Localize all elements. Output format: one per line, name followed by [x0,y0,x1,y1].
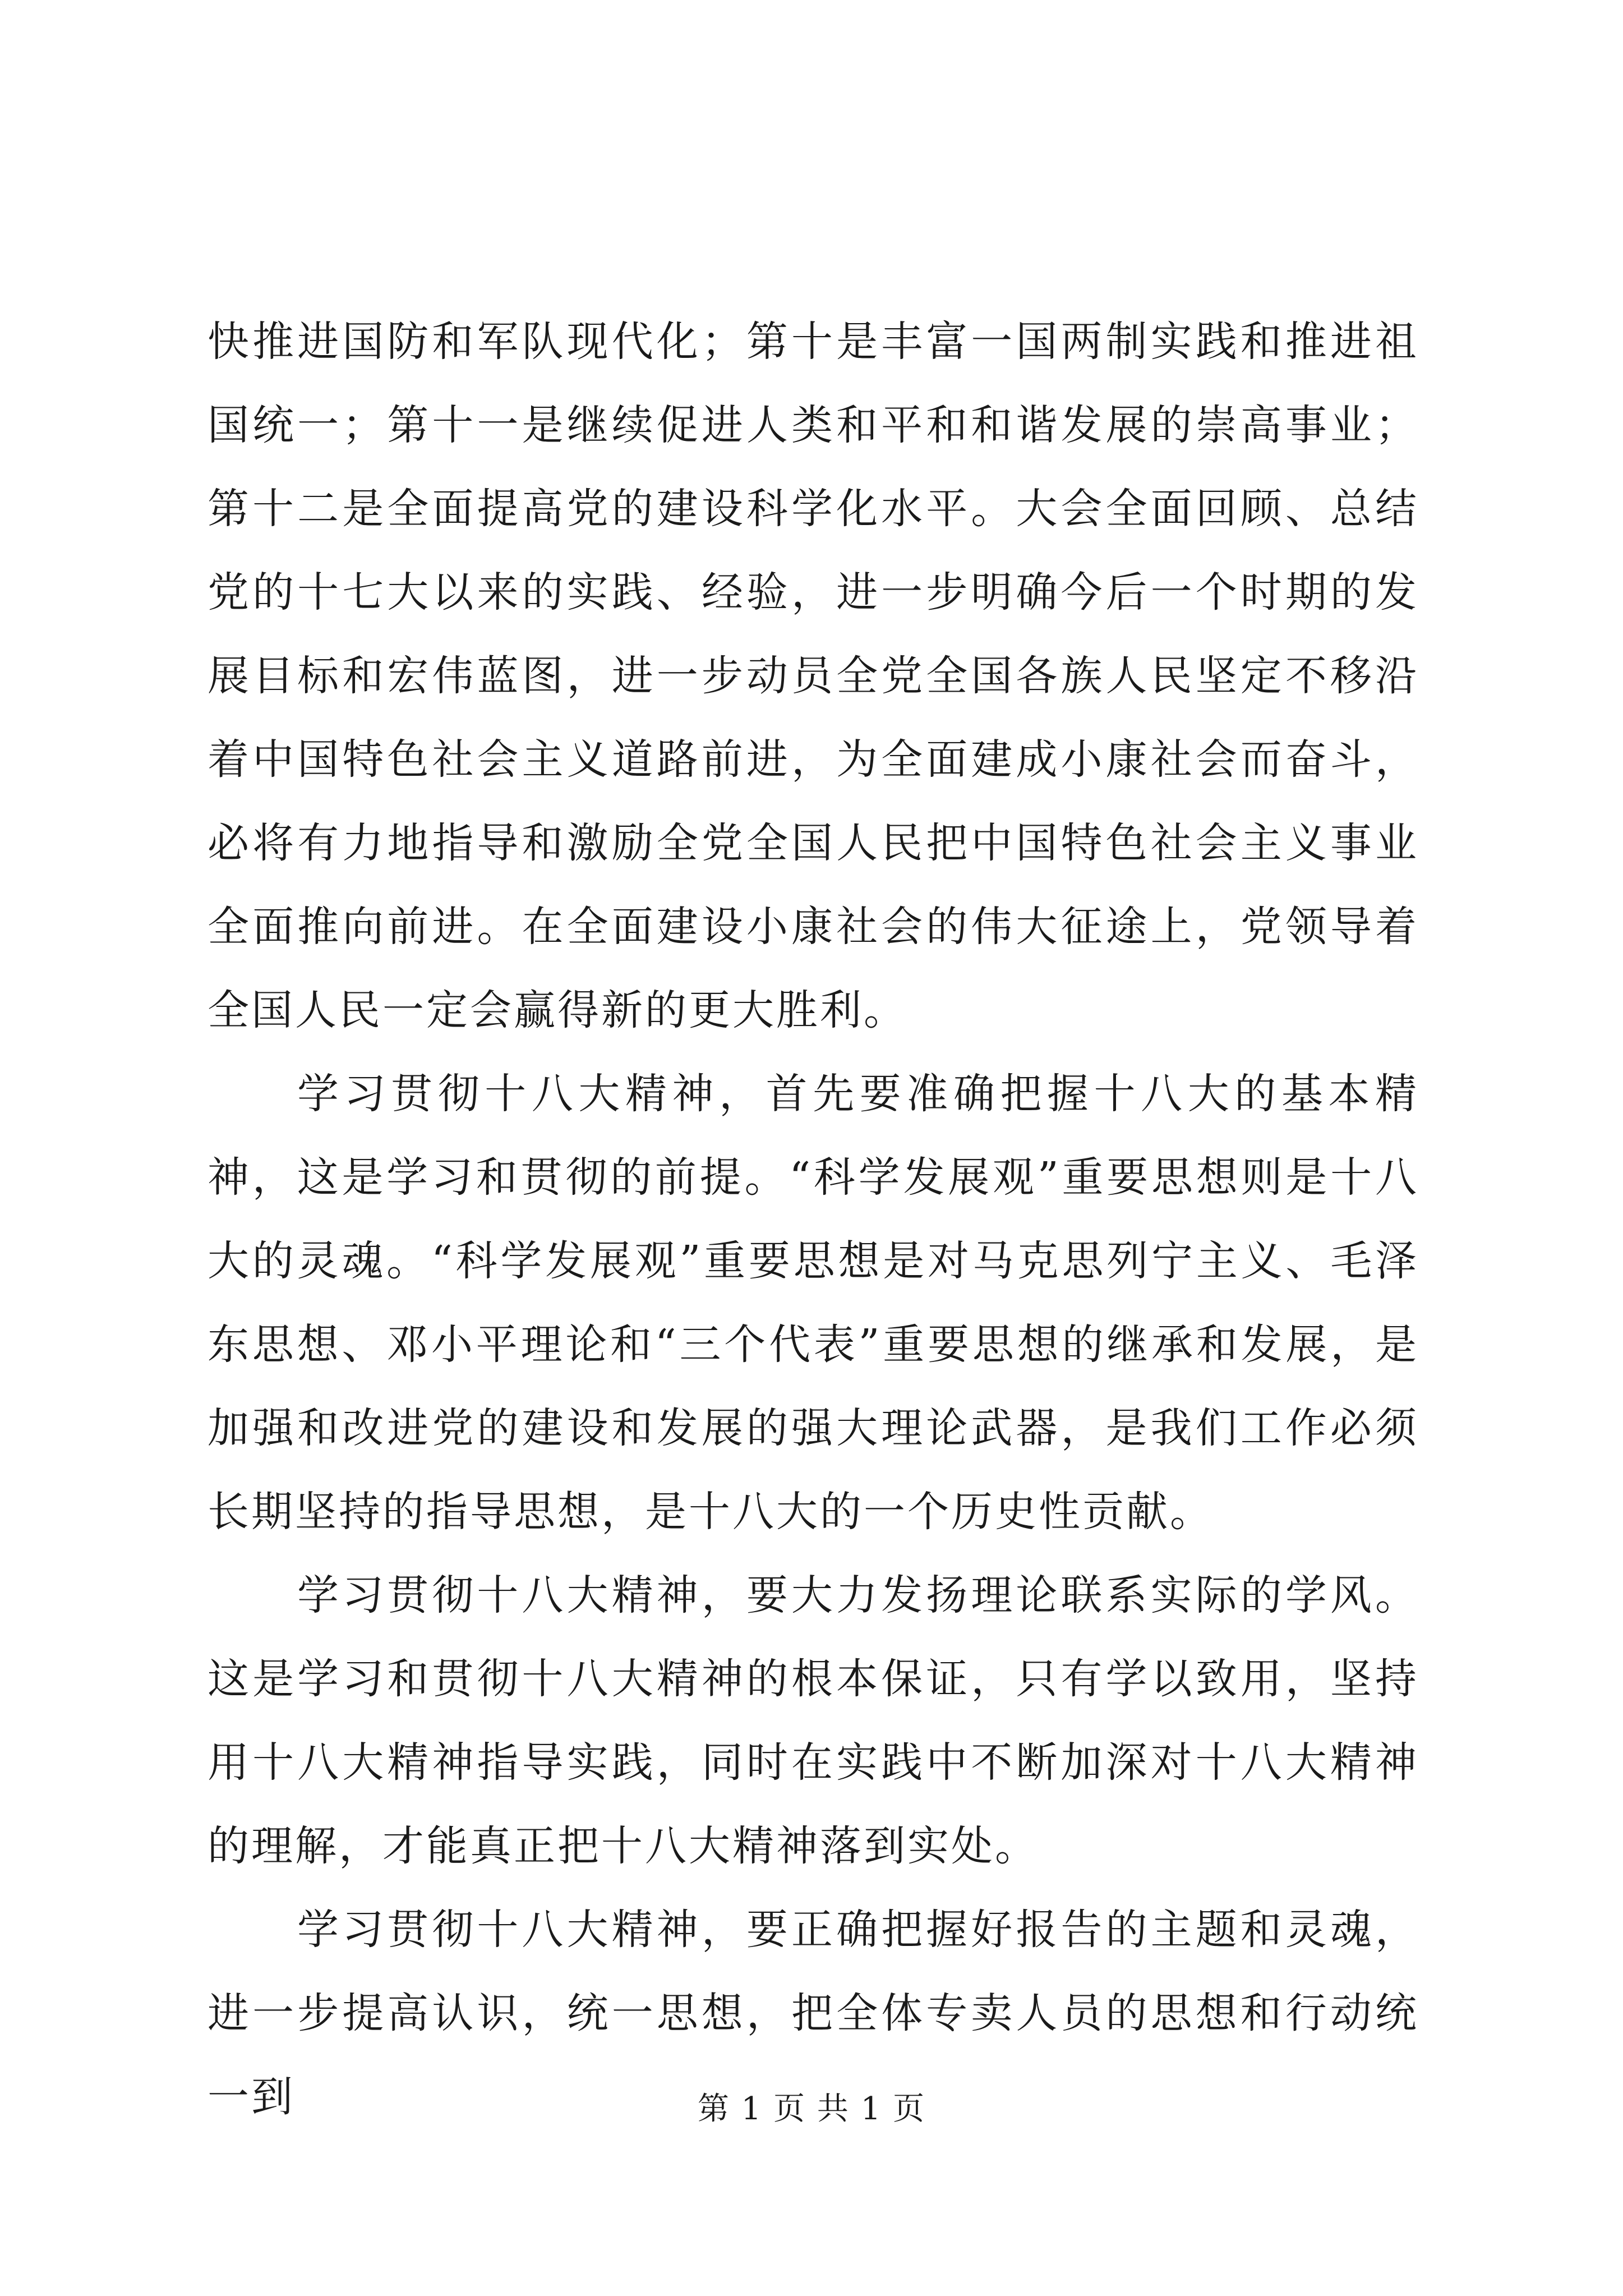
paragraph-2: 学习贯彻十八大精神，首先要准确把握十八大的基本精神，这是学习和贯彻的前提。“科学发展观”重要思想则是十八大的灵魂。“科学发展观”重要思想是对马克思列宁主义、毛泽东思想、邓小平理论和“三个代表”重要思想的继承和发展，是加强和改进党的建设和发展的强大理论武器，是我们工作必须长期坚持的指导思想，是十八大的一个历史性贡献。 [208,1070,1419,1536]
paragraph-1: 快推进国防和军队现代化；第十是丰富一国两制实践和推进祖国统一；第十一是继续促进人类和平和和谐发展的崇高事业；第十二是全面提高党的建设科学化水平。大会全面回顾、总结党的十七大以来的实践、经验，进一步明确今后一个时期的发展目标和宏伟蓝图，进一步动员全党全国各族人民坚定不移沿着中国特色社会主义道路前进，为全面建成小康社会而奋斗，必将有力地指导和激励全党全国人民把中国特色社会主义事业全面推向前进。在全面建设小康社会的伟大征途上，党领导着全国人民一定会赢得新的更大胜利。 [208,318,1419,1034]
document-body [208,300,1419,2139]
paragraph-4: 学习贯彻十八大精神，要正确把握好报告的主题和灵魂，进一步提高认识，统一思想，把全体专卖人员的思想和行动统一到 [208,1906,1419,2121]
page-number-footer: 第 1 页 共 1 页 [697,2091,926,2127]
paragraph-3: 学习贯彻十八大精神，要大力发扬理论联系实际的学风。这是学习和贯彻十八大精神的根本保证，只有学以致用，坚持用十八大精神指导实践，同时在实践中不断加深对十八大精神的理解，才能真正把十八大精神落到实处。 [208,1571,1419,1870]
